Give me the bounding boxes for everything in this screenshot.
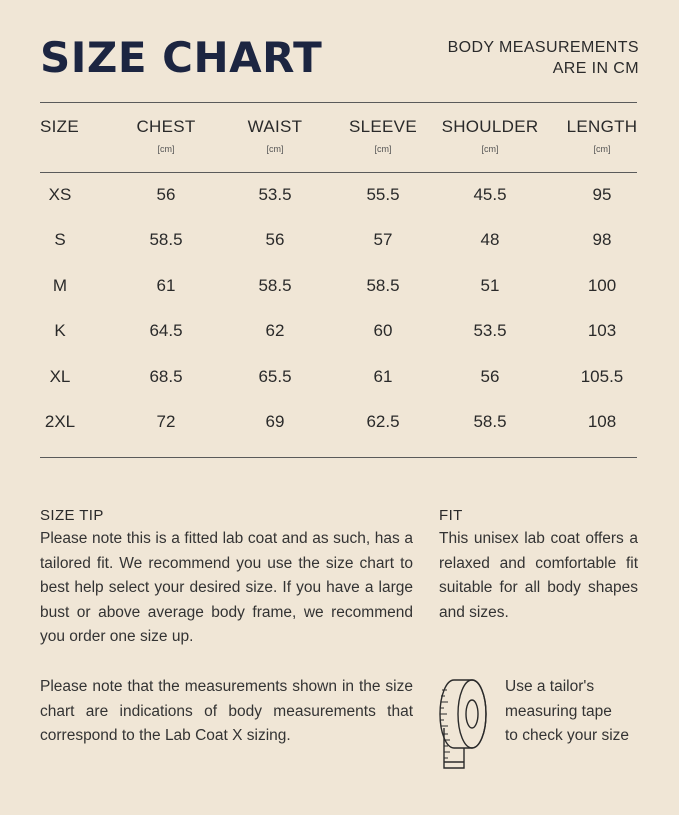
- table-row: [40, 229, 637, 274]
- measurements-note: Please note that the measurements shown in the size chart are indications of body measurements that correspond to the Lab Coat X sizing.: [40, 678, 413, 744]
- cell-length: 103: [587, 321, 617, 341]
- cell-shoulder: 58.5: [473, 411, 507, 431]
- cell-length: 98: [592, 230, 612, 250]
- cell-length: 100: [587, 275, 617, 295]
- header-sleeve: SLEEVE [cm]: [343, 116, 423, 154]
- note-line-2: ARE IN CM: [552, 60, 639, 77]
- page-title: SIZE CHART: [40, 33, 323, 82]
- cell-waist: 53.5: [258, 185, 292, 204]
- cell-chest: 58.5: [149, 230, 183, 250]
- note-line-1: BODY MEASUREMENTS: [447, 39, 639, 56]
- cell-size: M: [52, 275, 68, 295]
- cell-size: K: [54, 321, 66, 341]
- table-row: [40, 275, 637, 320]
- tape-note-line-2: measuring tape: [505, 702, 612, 720]
- size-tip-text: Please note this is a fitted lab coat and as such, has a tailored fit. We recommend you use the size chart to best help select your desired size. If you have a large bust or above average body frame, we recommend you order one size up.: [40, 530, 413, 645]
- cell-length: 105.5: [580, 366, 624, 386]
- tape-note-line-3: to check your size: [505, 727, 630, 744]
- table-body: [40, 184, 637, 456]
- cell-sleeve: 55.5: [366, 185, 400, 204]
- measurement-units-note: [448, 37, 639, 79]
- tape-note: [505, 675, 645, 749]
- cell-shoulder: 48: [480, 230, 500, 250]
- cell-length: 95: [592, 185, 612, 204]
- header-waist: WAIST [cm]: [235, 116, 315, 154]
- cell-chest: 56: [156, 185, 176, 204]
- cell-shoulder: 53.5: [473, 321, 507, 341]
- table-row: [40, 366, 637, 411]
- table-header: [40, 116, 637, 166]
- cell-sleeve: 61: [373, 366, 393, 386]
- cell-sleeve: 60: [373, 321, 393, 341]
- cell-length: 108: [587, 411, 617, 431]
- table-row: [40, 411, 637, 456]
- cell-shoulder: 45.5: [473, 185, 507, 204]
- cell-waist: 58.5: [258, 275, 292, 295]
- header-length: LENGTH [cm]: [562, 116, 642, 154]
- cell-chest: 68.5: [149, 366, 183, 386]
- header-shoulder: SHOULDER [cm]: [441, 117, 539, 154]
- cell-size: 2XL: [44, 411, 76, 431]
- table-header-rule: [40, 172, 637, 173]
- table-bottom-rule: [40, 457, 637, 458]
- header-unit: [cm]: [157, 144, 175, 154]
- cell-waist: 69: [265, 411, 285, 431]
- cell-size: S: [54, 230, 66, 250]
- table-row: [40, 320, 637, 365]
- header-chest: CHEST [cm]: [126, 116, 206, 154]
- cell-chest: 72: [156, 411, 176, 431]
- cell-sleeve: 62.5: [366, 411, 400, 431]
- header-unit: [cm]: [593, 144, 611, 154]
- header-unit: [cm]: [481, 144, 499, 154]
- size-tip-heading: SIZE TIP: [40, 507, 104, 524]
- cell-size: XS: [48, 185, 72, 204]
- cell-waist: 65.5: [258, 366, 292, 386]
- table-row: [40, 184, 637, 229]
- cell-chest: 64.5: [149, 321, 183, 341]
- cell-shoulder: 56: [480, 366, 500, 386]
- cell-waist: 62: [265, 321, 285, 341]
- cell-sleeve: 57: [373, 230, 393, 250]
- measuring-tape-icon: [436, 676, 492, 772]
- header-size: SIZE: [40, 117, 79, 136]
- tape-note-line-1: Use a tailor's: [505, 678, 595, 695]
- cell-sleeve: 58.5: [366, 275, 400, 295]
- cell-waist: 56: [265, 230, 285, 250]
- header-unit: [cm]: [266, 144, 284, 154]
- fit-heading: FIT: [439, 507, 463, 524]
- table-top-rule: [40, 102, 637, 103]
- fit-text: This unisex lab coat offers a relaxed and comfortable fit suitable for all body shapes and sizes.: [439, 530, 638, 621]
- cell-size: XL: [49, 366, 71, 386]
- cell-chest: 61: [156, 275, 176, 295]
- cell-shoulder: 51: [480, 275, 500, 295]
- header-unit: [cm]: [374, 144, 392, 154]
